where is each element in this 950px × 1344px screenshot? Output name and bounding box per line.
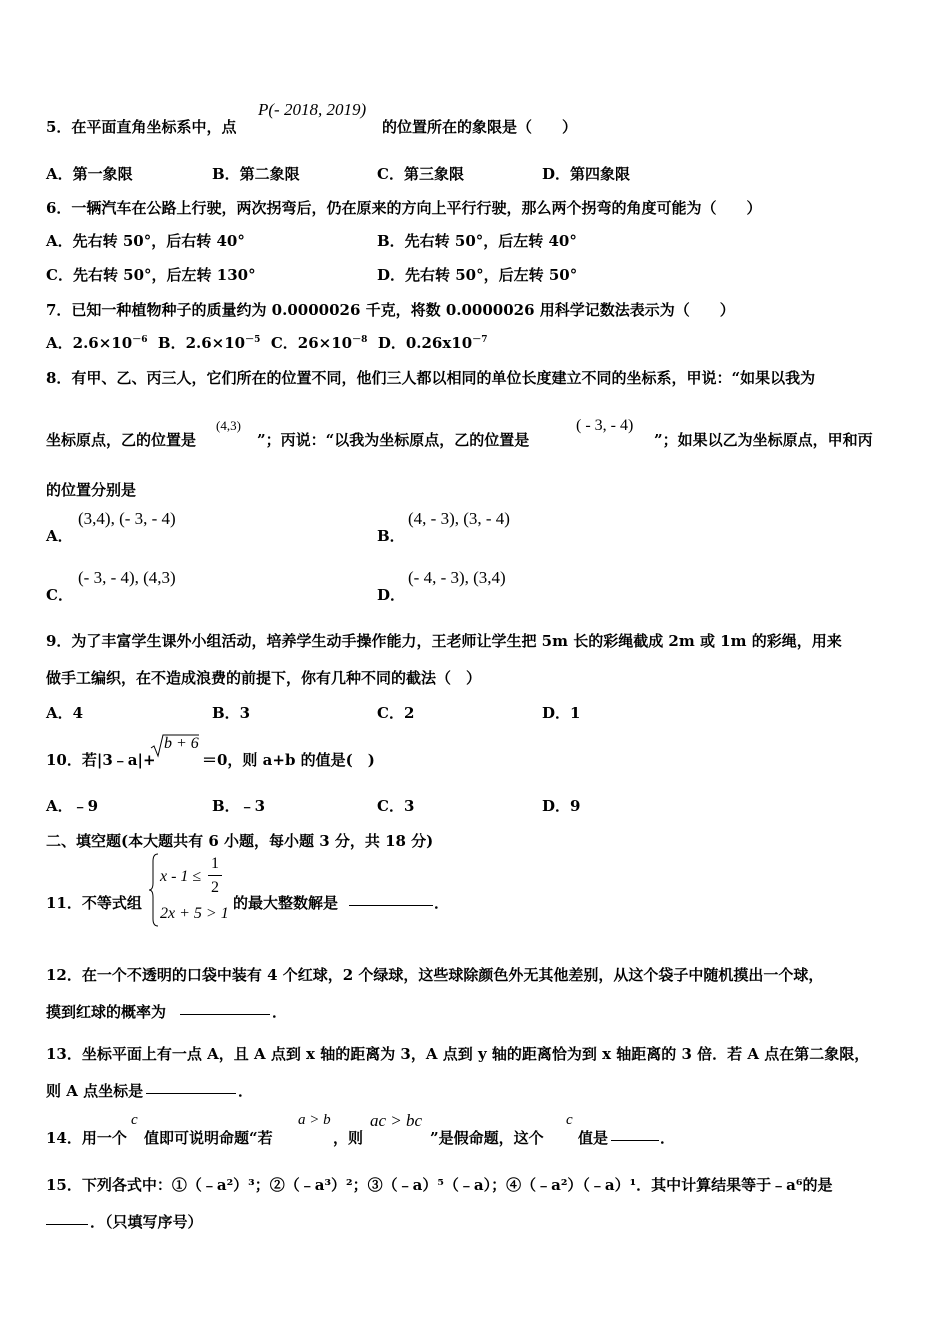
q8-option-b-label: B． <box>377 527 405 545</box>
q8-line2-part1: 坐标原点，乙的位置是 <box>46 431 197 449</box>
q7-option-d: D．0.26x10 <box>377 334 473 352</box>
q14-part4: ”是假命题，这个 <box>430 1129 544 1147</box>
q8-line1: 8．有甲、乙、丙三人，它们所在的位置不同，他们三人都以相同的单位长度建立不同的坐标系，甲说：“如果以我为 <box>46 369 816 387</box>
q9-option-a: A．4 <box>46 704 84 722</box>
q13-answer-blank[interactable] <box>146 1081 236 1094</box>
q5-prefix: 5．在平面直角坐标系中，点 <box>46 118 237 136</box>
q15-line2: ．（只填写序号） <box>90 1213 203 1231</box>
q10-option-b: B．﹣3 <box>212 797 266 815</box>
q8-option-c-label: C． <box>46 586 73 604</box>
q7-options <box>46 332 487 353</box>
q7-stem: 7．已知一种植物种子的质量约为 0.0000026 千克，将数 0.0000026 用科学记数法表示为（ ） <box>46 301 735 319</box>
q11-ineq1: x - 1 ≤ <box>160 868 202 885</box>
q8-coord1: (4,3) <box>216 418 241 433</box>
q14-part2: 值即可说明命题“若 <box>144 1129 273 1147</box>
q14-c1: c <box>131 1112 138 1128</box>
q8-option-b: (4, - 3), (3, - 4) <box>408 509 510 528</box>
q9-option-d: D．1 <box>542 704 581 722</box>
q9-option-c: C．2 <box>377 704 415 722</box>
q10-option-d: D．9 <box>542 797 581 815</box>
q14-answer-blank[interactable] <box>611 1128 659 1141</box>
q8-option-c: (- 3, - 4), (4,3) <box>78 568 176 587</box>
section-2-heading: 二、填空题(本大题共有 6 小题，每小题 3 分，共 18 分) <box>46 832 434 850</box>
q11-ineq2: 2x + 5 > 1 <box>160 905 229 922</box>
q11-end: ． <box>434 894 450 912</box>
q8-option-a: (3,4), (- 3, - 4) <box>78 509 176 528</box>
q13-line1: 13．坐标平面上有一点 A，且 A 点到 x 轴的距离为 3，A 点到 y 轴的距离恰为到 x 轴距离的 3 倍．若 A 点在第二象限， <box>46 1045 870 1063</box>
q8-line2-part2: ”；丙说：“以我为坐标原点，乙的位置是 <box>257 431 530 449</box>
q14-c2: c <box>566 1112 573 1128</box>
q6-stem: 6．一辆汽车在公路上行驶，两次拐弯后，仍在原来的方向上平行行驶，那么两个拐弯的角度可能为（ ） <box>46 199 762 217</box>
q11-answer-blank[interactable] <box>349 893 433 906</box>
q14-conclusion: ac > bc <box>370 1111 423 1130</box>
q7-exp-d: －7 <box>472 335 488 345</box>
q6-option-c: C．先右转 50°，后左转 130° <box>46 266 256 284</box>
q12-line1: 12．在一个不透明的口袋中装有 4 个红球，2 个绿球，这些球除颜色外无其他差别，从这个袋子中随机摸出一个球， <box>46 966 824 984</box>
q11-suffix: 的最大整数解是 <box>233 894 339 912</box>
q5-option-c: C．第三象限 <box>377 165 464 183</box>
q10-radicand: b + 6 <box>164 735 199 752</box>
q5-option-b: B．第二象限 <box>212 165 300 183</box>
q10-prefix: 10．若|3﹣a|+ <box>46 751 156 769</box>
q5-option-a: A．第一象限 <box>46 165 133 183</box>
q10-option-a: A．﹣9 <box>46 797 99 815</box>
q7-exp-a: －6 <box>132 335 148 345</box>
q5-option-d: D．第四象限 <box>542 165 631 183</box>
q7-option-b: B．2.6×10 <box>157 334 246 352</box>
q5-point: P(- 2018, 2019) <box>258 100 367 119</box>
q12-line2: 摸到红球的概率为 <box>46 1003 167 1021</box>
q15-line1: 15．下列各式中：①（﹣a²）³；②（﹣a³）²；③（﹣a）⁵（﹣a）；④（﹣a²）（﹣a）¹．其中计算结果等于﹣a⁶的是 <box>46 1176 833 1194</box>
q10-option-c: C．3 <box>377 797 415 815</box>
q7-option-a: A．2.6×10 <box>46 334 133 352</box>
q8-line3: 的位置分别是 <box>46 481 137 499</box>
left-brace-icon <box>148 853 160 927</box>
q7-exp-b: －5 <box>245 335 261 345</box>
q9-line2: 做手工编织，在不造成浪费的前提下，你有几种不同的截法（ ） <box>46 669 482 687</box>
q12-end: ． <box>272 1003 288 1021</box>
q11-frac-num: 1 <box>211 855 219 872</box>
q6-option-a: A．先右转 50°，后右转 40° <box>46 232 245 250</box>
q14-part3: ，则 <box>333 1129 364 1147</box>
q8-coord2: ( - 3, - 4) <box>576 417 634 434</box>
q7-option-c: C．26×10 <box>270 334 353 352</box>
q14-part5: 值是 <box>578 1129 609 1147</box>
q8-option-d-label: D． <box>377 586 406 604</box>
q14-part1: 14．用一个 <box>46 1129 127 1147</box>
q15-answer-blank[interactable] <box>46 1212 88 1225</box>
q5-suffix: 的位置所在的象限是（ ） <box>382 118 578 136</box>
q13-end: ． <box>238 1082 254 1100</box>
q11-prefix: 11．不等式组 <box>46 894 142 912</box>
q8-option-d: (- 4, - 3), (3,4) <box>408 568 506 587</box>
q11-frac-den: 2 <box>211 879 219 896</box>
q5-stem <box>46 116 236 137</box>
q10-suffix: ＝0，则 a+b 的值是( ) <box>202 751 375 769</box>
q6-option-d: D．先右转 50°，后左转 50° <box>377 266 578 284</box>
q14-condition: a > b <box>298 1112 331 1128</box>
q9-option-b: B．3 <box>212 704 251 722</box>
q8-option-a-label: A． <box>46 527 73 545</box>
q10-sqrt <box>150 732 200 758</box>
q6-option-b: B．先右转 50°，后左转 40° <box>377 232 577 250</box>
q9-line1: 9．为了丰富学生课外小组活动，培养学生动手操作能力，王老师让学生把 5m 长的彩绳截成 2m 或 1m 的彩绳，用来 <box>46 632 842 650</box>
q13-line2: 则 A 点坐标是 <box>46 1082 144 1100</box>
q14-end: ． <box>660 1129 676 1147</box>
q12-answer-blank[interactable] <box>180 1002 270 1015</box>
q11-frac-bar <box>208 875 222 876</box>
q7-exp-c: －8 <box>352 335 368 345</box>
q8-line2-part3: ”；如果以乙为坐标原点，甲和丙 <box>654 431 873 449</box>
